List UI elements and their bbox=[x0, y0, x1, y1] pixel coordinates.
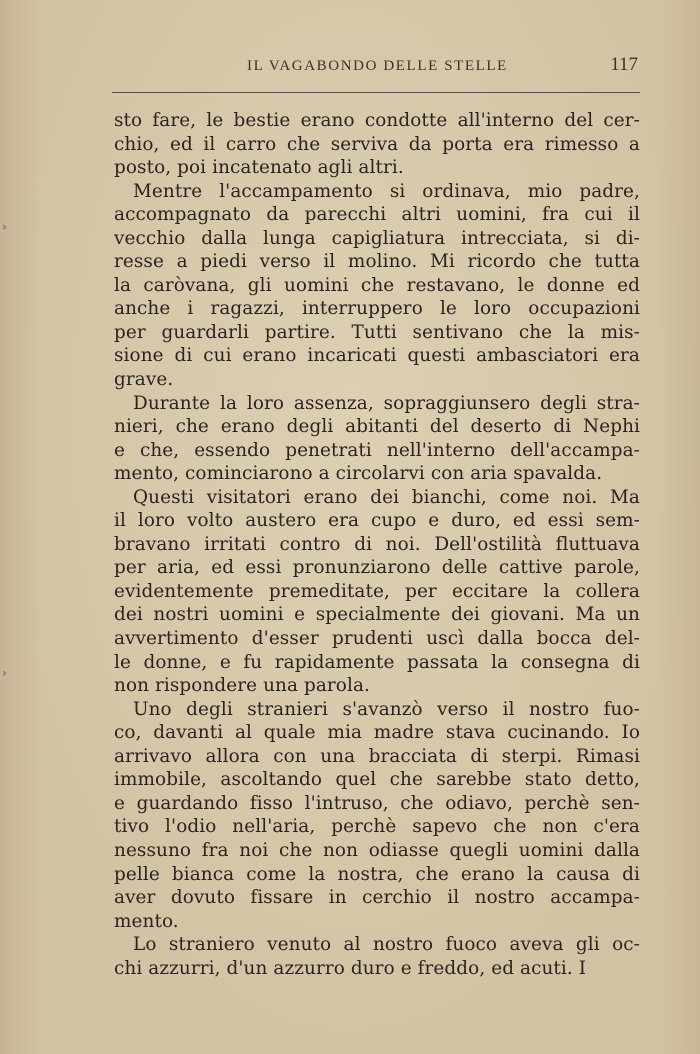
text-line: aver dovuto fissare in cerchio il nostro accampa- bbox=[114, 887, 640, 909]
text-line: vecchio dalla lunga capigliatura intrecciata, si di- bbox=[114, 227, 640, 249]
text-line: per guardarli partire. Tutti sentivano che la mis- bbox=[114, 321, 640, 343]
text-line: accompagnato da parecchi altri uomini, fra cui il bbox=[114, 204, 640, 226]
text-line: Questi visitatori erano dei bianchi, come noi. Ma bbox=[133, 486, 640, 508]
text-line: immobile, ascoltando quel che sarebbe stato detto, bbox=[114, 769, 640, 791]
text-line: nessuno fra noi che non odiasse quegli uomini dalla bbox=[114, 839, 640, 861]
text-line: Mentre l'accampamento si ordinava, mio padre, bbox=[133, 180, 640, 202]
running-head bbox=[112, 56, 638, 82]
text-line: la caròvana, gli uomini che restavano, le donne ed bbox=[114, 274, 640, 296]
text-line: mento. bbox=[114, 910, 179, 932]
page-number: 117 bbox=[610, 54, 638, 75]
text-line: arrivavo allora con una bracciata di sterpi. Rimasi bbox=[114, 745, 640, 767]
text-line: per aria, ed essi pronunziarono delle cattive parole, bbox=[114, 557, 640, 579]
text-line: Lo straniero venuto al nostro fuoco aveva gli oc- bbox=[133, 934, 640, 956]
body-text bbox=[114, 109, 640, 980]
text-line: chi azzurri, d'un azzurro duro e freddo, ed acuti. I bbox=[114, 957, 587, 979]
text-line: grave. bbox=[114, 369, 174, 391]
header-rule bbox=[112, 92, 640, 93]
text-line: dei nostri uomini e specialmente dei giovani. Ma un bbox=[114, 604, 640, 626]
text-line: non rispondere una parola. bbox=[114, 675, 370, 697]
text-line: mento, cominciarono a circolarvi con aria spavalda. bbox=[114, 463, 603, 485]
text-line: pelle bianca come la nostra, che erano la causa di bbox=[114, 863, 640, 885]
text-line: resse a piedi verso il molino. Mi ricordo che tutta bbox=[114, 251, 640, 273]
margin-tick-mark: › bbox=[2, 666, 7, 680]
text-line: il loro volto austero era cupo e duro, ed essi sem- bbox=[114, 510, 640, 532]
margin-tick-mark: › bbox=[2, 220, 7, 234]
text-line: nieri, che erano degli abitanti del deserto di Nephi bbox=[114, 416, 640, 438]
text-line: sione di cui erano incaricati questi ambasciatori era bbox=[114, 345, 640, 367]
text-line: e guardando fisso l'intruso, che odiavo, perchè sen- bbox=[114, 792, 640, 814]
text-line: evidentemente premeditate, per eccitare la collera bbox=[114, 580, 640, 602]
text-line: bravano irritati contro di noi. Dell'ostilità fluttuava bbox=[114, 533, 640, 555]
text-line: e che, essendo penetrati nell'interno dell'accampa- bbox=[114, 439, 640, 461]
text-line: posto, poi incatenato agli altri. bbox=[114, 157, 404, 179]
text-line: chio, ed il carro che serviva da porta era rimesso a bbox=[114, 133, 640, 155]
text-line: tivo l'odio nell'aria, perchè sapevo che non c'era bbox=[114, 816, 640, 838]
text-line: anche i ragazzi, interruppero le loro occupazioni bbox=[114, 298, 640, 320]
text-line: co, davanti al quale mia madre stava cucinando. Io bbox=[114, 722, 640, 744]
text-line: Durante la loro assenza, sopraggiunsero degli stra- bbox=[133, 392, 640, 414]
text-line: Uno degli stranieri s'avanzò verso il nostro fuo- bbox=[133, 698, 640, 720]
text-line: avvertimento d'esser prudenti uscì dalla bocca del- bbox=[114, 628, 640, 650]
text-line: le donne, e fu rapidamente passata la consegna di bbox=[114, 651, 640, 673]
text-line: sto fare, le bestie erano condotte all'interno del cer- bbox=[114, 110, 640, 131]
running-title: IL VAGABONDO DELLE STELLE bbox=[247, 58, 508, 74]
